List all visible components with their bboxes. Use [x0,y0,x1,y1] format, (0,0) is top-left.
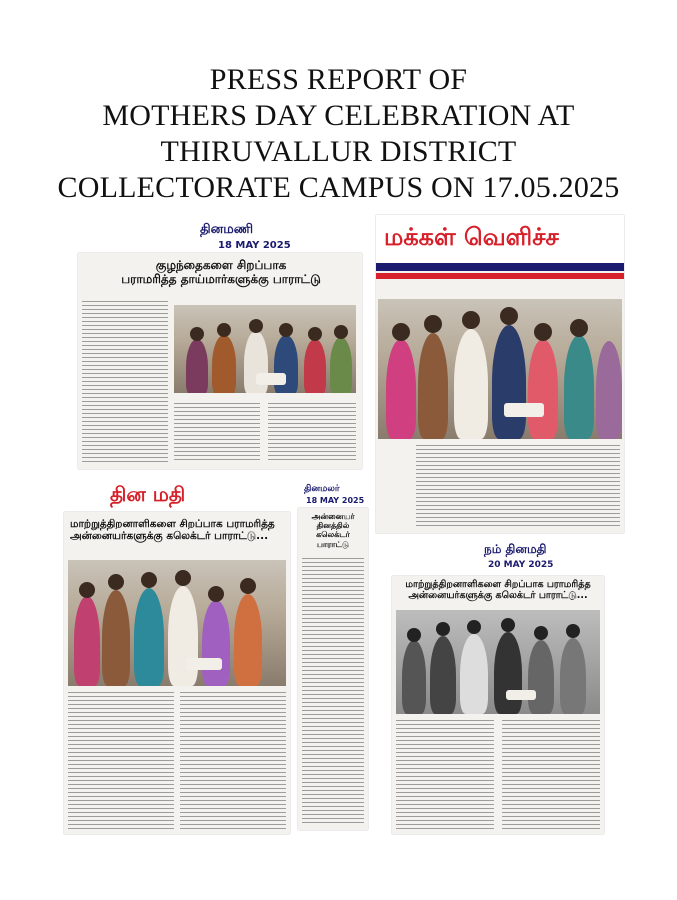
makkal-text-column [416,445,620,529]
title-line-4: COLLECTORATE CAMPUS ON 17.05.2025 [57,171,620,204]
dinamalar-small-headline-line-2: தினத்தில் [316,521,350,531]
dinamalar-text-column-1 [68,692,174,830]
dinamalar-photo [68,560,286,686]
dinamalar-headline-line-1: மாற்றுத்திறனாளிகளை சிறப்பாக பராமரித்த [70,518,275,530]
makkal-info-strip [376,263,624,271]
dinamani-text-column-2 [174,403,260,463]
dinamani-date: 18 MAY 2025 [218,240,291,251]
dinamalar-text-column-2 [180,692,286,830]
clipping-dinamalar [64,512,290,834]
dinamani-headline [86,259,356,287]
dinamani-photo [174,305,356,393]
clipping-namdinamani [392,576,604,834]
namdinamani-headline-line-1: மாற்றுத்திறனாளிகளை சிறப்பாக பராமரித்த [405,579,591,590]
namdinamani-headline [396,580,600,602]
dinamani-headline-line-2: பராமரித்த தாய்மார்களுக்கு பாராட்டு [121,271,321,286]
title-line-1: PRESS REPORT OF [209,63,468,96]
dinamalar-small-headline [302,512,364,549]
dinamalar-masthead: தின மதி [110,482,186,506]
page-title [0,62,677,206]
dinamani-headline-line-1: குழந்தைகளை சிறப்பாக [155,258,287,272]
makkal-info-strip-2 [376,273,624,279]
dinamalar-small-headline-line-1: அன்னையர் [311,512,355,521]
dinamalar-headline-line-2: அன்னையர்களுக்கு கலெக்டர் பாராட்டு... [70,530,269,543]
dinamani-text-column-3 [268,403,356,463]
dinamalar-small-date: 18 MAY 2025 [306,496,365,505]
namdinamani-text-column-2 [502,720,600,830]
makkal-photo [378,299,622,439]
dinamani-text-column-1 [82,301,168,463]
dinamalar-small-headline-line-3: கலெக்டர் [316,530,350,540]
namdinamani-text-column-1 [396,720,494,830]
namdinamani-headline-line-2: அன்னையர்களுக்கு கலெக்டர் பாராட்டு... [408,589,588,601]
namdinamani-date: 20 MAY 2025 [488,560,554,570]
namdinamani-masthead: நம் தினமதி [484,542,547,556]
dinamani-masthead-top: தினமணி [200,222,254,237]
namdinamani-photo [396,610,600,714]
dinamalar-small-text-column [302,558,364,826]
clipping-dinamalar-small [298,508,368,830]
clipping-dinamani [78,253,362,469]
dinamalar-headline [70,518,284,542]
dinamalar-small-headline-line-4: பாராட்டு [317,539,349,549]
title-line-3: THIRUVALLUR DISTRICT [160,135,517,168]
title-line-2: MOTHERS DAY CELEBRATION AT [102,99,575,132]
clipping-makkal [376,215,624,533]
dinamalar-small-masthead: தினமலர் [304,484,340,494]
makkal-masthead: மக்கள் வெளிச்ச [384,223,559,251]
